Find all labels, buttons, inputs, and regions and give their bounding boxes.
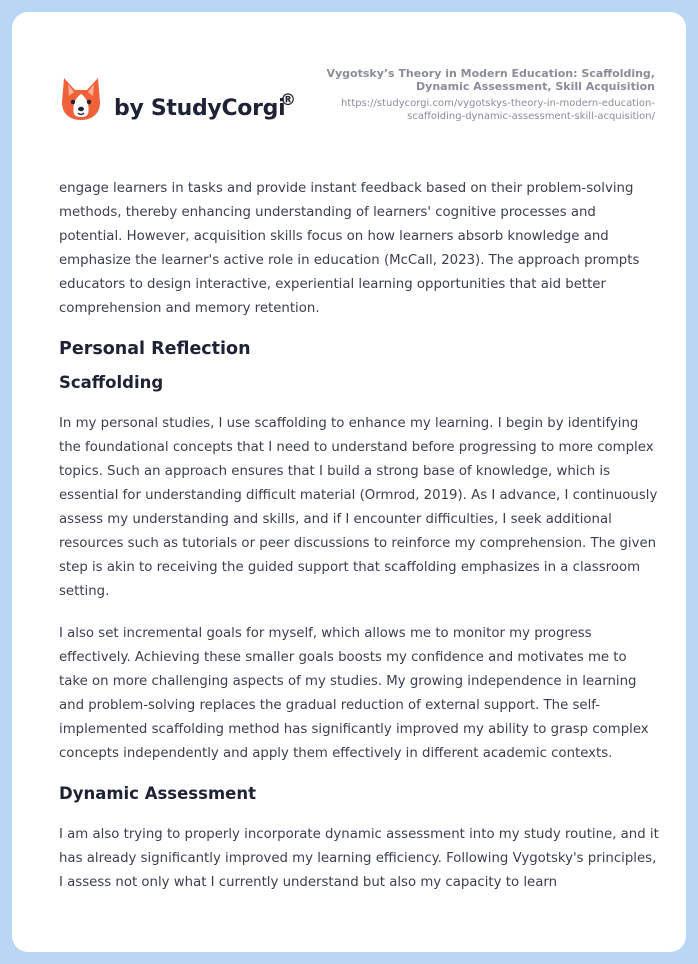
page-header: [12, 12, 686, 152]
brand-name: by StudyCorgi: [114, 96, 286, 121]
document-title: Vygotsky’s Theory in Modern Education: Scaffolding, Dynamic Assessment, Skill Acquisition: [326, 67, 655, 93]
registered-mark: ®: [280, 90, 296, 109]
scaffolding-paragraph-2: I also set incremental goals for myself, which allows me to monitor my progress effectively. Achieving these smaller goals boosts my confidence and motivates me to take on more challenging aspects of my studies. My growing independence in learning and problem-solving replaces the gradual reduction of external support. The self-implemented scaffolding method has significantly improved my ability to grasp complex concepts independently and apply them effectively in different academic contexts.: [59, 626, 649, 761]
document-body: [59, 177, 659, 913]
subheading-dynamic-assessment: Dynamic Assessment: [59, 784, 256, 803]
studycorgi-logo[interactable]: [60, 76, 310, 126]
document-meta: [295, 67, 655, 123]
subheading-scaffolding: Scaffolding: [59, 373, 164, 392]
corgi-icon: [60, 76, 102, 122]
section-heading-personal-reflection: Personal Reflection: [59, 339, 251, 359]
document-page: [12, 12, 686, 952]
scaffolding-paragraph-1: In my personal studies, I use scaffolding to enhance my learning. I begin by identifying the foundational concepts that I need to understand before progressing to more complex topics. Such an approach ensures that I build a strong base of knowledge, which is essential for understanding difficult material (Ormrod, 2019). As I advance, I continuously assess my understanding and skills, and if I encounter difficulties, I seek additional resources such as tutorials or peer discussions to reinforce my comprehension. The given step is akin to receiving the guided support that scaffolding emphasizes in a classroom setting.: [59, 416, 658, 599]
intro-paragraph: engage learners in tasks and provide instant feedback based on their problem-solving methods, thereby enhancing understanding of learners' cognitive processes and potential. However, acquisition skills focus on how learners absorb knowledge and emphasize the learner's active role in education (McCall, 2023). The approach prompts educators to design interactive, experiential learning opportunities that aid better comprehension and memory retention.: [59, 181, 640, 316]
document-url-link[interactable]: https://studycorgi.com/vygotskys-theory-in-modern-education-scaffolding-dynamic-assessment-skill-acquisition/: [341, 98, 655, 122]
dynamic-assessment-paragraph-1: I am also trying to properly incorporate dynamic assessment into my study routine, and it has already significantly improved my learning efficiency. Following Vygotsky's principles, I assess not only what I currently understand but also my capacity to learn: [59, 827, 659, 890]
